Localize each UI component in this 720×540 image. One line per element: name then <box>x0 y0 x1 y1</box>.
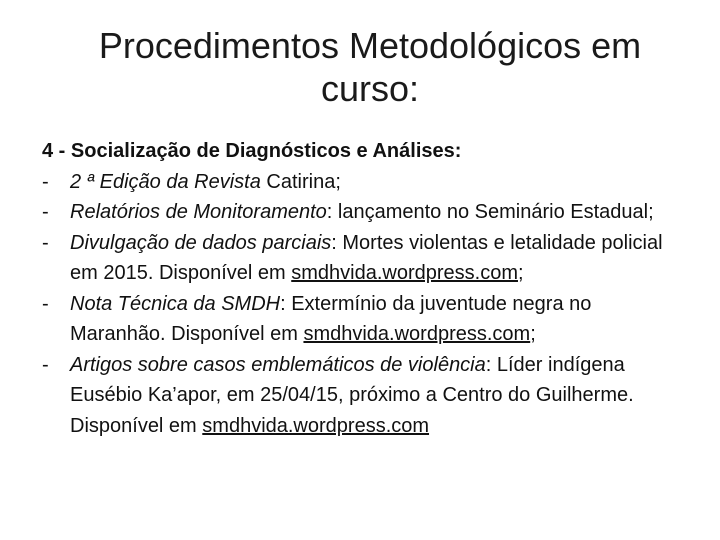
smdh-link[interactable]: smdhvida.wordpress.com <box>303 323 531 345</box>
title-line-1: Procedimentos Metodológicos em <box>98 25 642 66</box>
slide-title <box>60 24 680 110</box>
item-text: Catirina; <box>260 170 341 193</box>
bullet-dash: - <box>42 353 49 376</box>
list-item <box>42 228 682 289</box>
item-emphasis: Nota Técnica da SMDH <box>70 292 281 315</box>
list-item <box>42 289 682 350</box>
slide-body <box>42 136 682 441</box>
smdh-link[interactable]: smdhvida.wordpress.com <box>291 262 518 284</box>
list-item <box>42 197 682 228</box>
item-text: : Líder indígena Eusébio Ka’apor, em 25/04/15, próximo a Centro do Guilherme. Disponível em <box>70 353 634 437</box>
item-text: : Extermínio da juventude negra no Maranhão. Disponível em <box>70 292 592 345</box>
item-text: : lançamento no Seminário Estadual; <box>326 201 654 223</box>
section-heading: 4 - Socialização de Diagnósticos e Análises: <box>42 140 462 162</box>
bullet-dash: - <box>42 170 49 193</box>
item-emphasis: 2 ª Edição da Revista <box>70 170 261 193</box>
bullet-dash: - <box>42 201 49 223</box>
item-emphasis: Artigos sobre casos emblemáticos de violência <box>70 353 486 376</box>
item-suffix: ; <box>530 323 536 345</box>
item-emphasis: Relatórios de Monitoramento <box>70 201 327 223</box>
list-item <box>42 167 682 198</box>
item-emphasis: Divulgação de dados parciais <box>70 231 332 254</box>
title-line-2: curso: <box>320 68 420 109</box>
bullet-dash: - <box>42 292 49 315</box>
bullet-list <box>42 167 682 442</box>
item-text: : Mortes violentas e letalidade policial em 2015. Disponível em <box>70 231 663 284</box>
list-item <box>42 350 682 442</box>
smdh-link[interactable]: smdhvida.wordpress.com <box>202 414 430 437</box>
item-suffix: ; <box>517 262 524 284</box>
bullet-dash: - <box>42 231 49 254</box>
